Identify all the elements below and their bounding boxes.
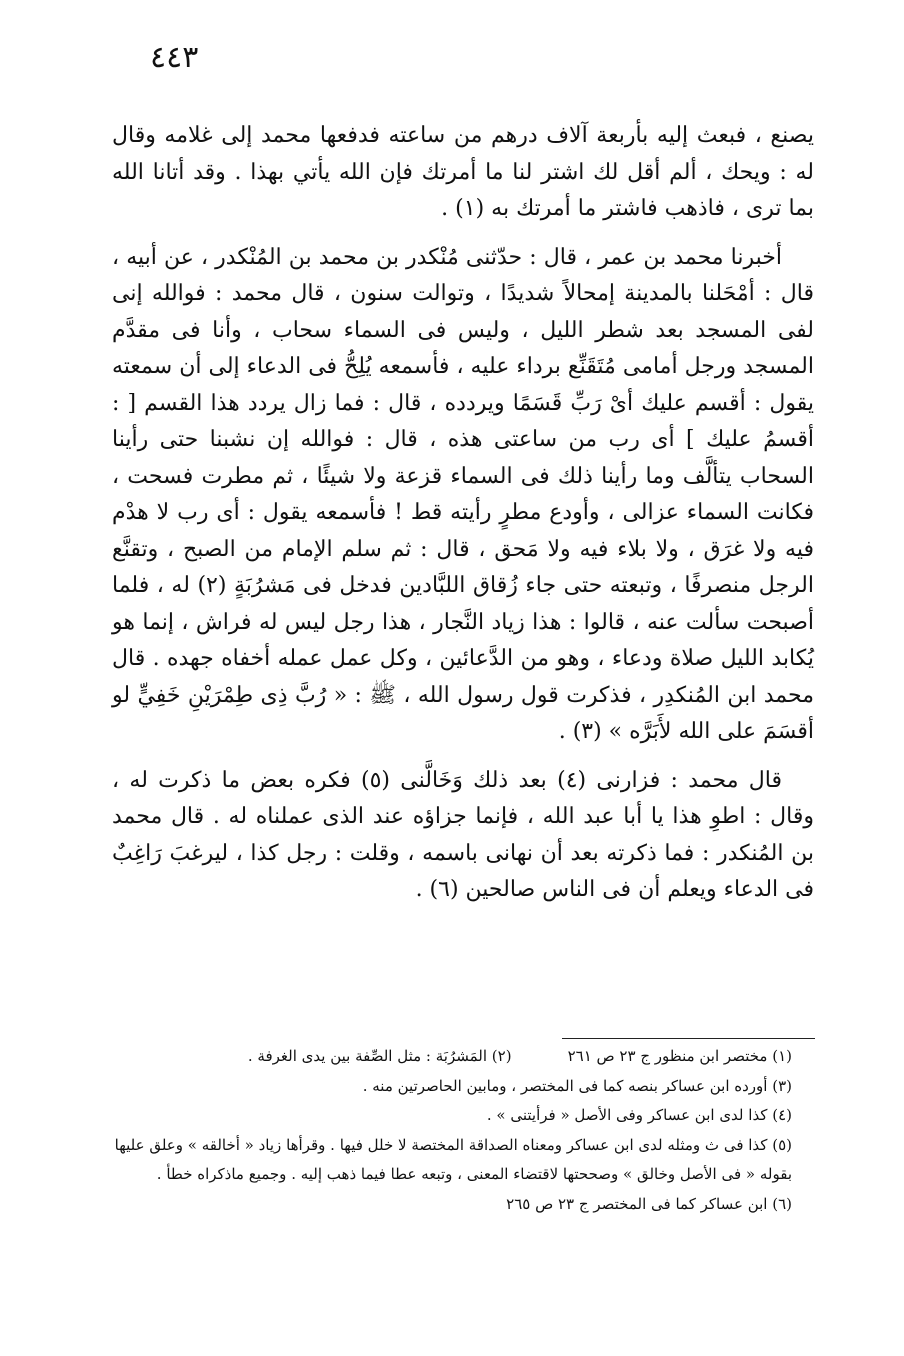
paragraph-1: يصنع ، فبعث إليه بأربعة آلاف درهم من ساعته فدفعها محمد إلى غلامه وقال له : ويحك ، ألم أقل لك اشتر لنا ما أمرتك فإن الله يأتي بهذا . وقد أتانا الله بما ترى ، فاذهب فاشتر ما أمرتك به (١) . — [112, 123, 814, 221]
footnote-5: (٥) كذا فى ث ومثله لدى ابن عساكر ومعناه الصداقة المختصة لا خلل فيها . وقرأها زياد « أخالقه » وعلق عليها بقوله « فى الأصل وخالق » وصححتها لاقتضاء المعنى ، وتبعه عطا فيما ذهب إليه . وجميع ماذكراه خطأ . — [114, 1135, 792, 1183]
footnote-3: (٣) أورده ابن عساكر بنصه كما فى المختصر ، ومابين الحاصرتين منه . — [362, 1076, 792, 1095]
main-text — [112, 118, 814, 921]
paragraph-3: قال محمد : فزارنى (٤) بعد ذلك وَخَالَّنى (٥) فكره بعض ما ذكرت له ، وقال : اطوِ هذا يا أبا عبد الله ، فإنما جزاؤه عند الذى عملناه له . قال محمد بن المُنكدر : فما ذكرته بعد أن نهانى باسمه ، وقلت : رجل كذا ، ليرغبَ رَاغِبٌ فى الدعاء ويعلم أن فى الناس صالحين (٦) . — [112, 767, 814, 902]
footnote-4: (٤) كذا لدى ابن عساكر وفى الأصل « فرأيتنى » . — [486, 1106, 792, 1124]
footnotes — [112, 1042, 814, 1219]
footnote-row-1 — [112, 1042, 792, 1072]
footnote-1: (١) مختصر ابن منظور ج ٢٣ ص ٢٦١ — [567, 1047, 792, 1065]
footnote-2: (٢) المَشرُبَة : مثل الصِّفة بين يدى الغرفة . — [247, 1047, 512, 1065]
page-number: ٤٤٣ — [150, 40, 199, 75]
footnote-6: (٦) ابن عساكر كما فى المختصر ج ٢٣ ص ٢٦٥ — [506, 1194, 792, 1213]
paragraph-2: أخبرنا محمد بن عمر ، قال : حدّثنى مُنْكدر بن محمد بن المُنْكدر ، عن أبيه ، قال : أمْحَلنا بالمدينة إمحالاً شديدًا ، وتوالت سنون ، قال محمد : فوالله إنى لفى المسجد بعد شطر الليل ، وليس فى السماء سحاب ، وأنا فى مقدَّم المسجد ورجل أمامى مُتَقَنِّع برداء عليه ، فأسمعه يُلِحُّ فى الدعاء إلى أن سمعته يقول : أقسم عليك أىْ رَبِّ قَسَمًا ويردده ، قال : فما زال يردد هذا القسم [ : أقسمُ عليك ] أى رب من ساعتى هذه ، قال : فوالله إن نشبنا حتى رأينا السحاب يتألَّف وما رأينا ذلك فى السماء قزعة ولا شيئًا ، ثم مطرت فسحت ، فكانت السماء عزالى ، وأودع مطرٍ رأيته قط ! فأسمعه يقول : أى رب لا هدْم فيه ولا غرَق ، ولا بلاء فيه ولا مَحق ، قال : ثم سلم الإمام من الصبح ، وتقنَّع الرجل منصرفًا ، وتبعته حتى جاء زُقاق اللبَّادين فدخل فى مَشرُبَةٍ (٢) له ، فلما أصبحت سألت عنه ، قالوا : هذا زياد النَّجار ، هذا رجل ليس له فراش ، إنما هو يُكابد الليل صلاة ودعاء ، وهو من الدَّعائين ، وكل عمل عمله أخفاه جهده . قال محمد ابن المُنكدِر ، فذكرت قول رسول الله ، ﷺ : « رُبَّ ذِى طِمْرَيْنِ خَفِيٍّ لو أقسَمَ على الله لأَبَرَّه » (٣) . — [112, 244, 814, 744]
footnote-divider — [562, 1038, 815, 1039]
